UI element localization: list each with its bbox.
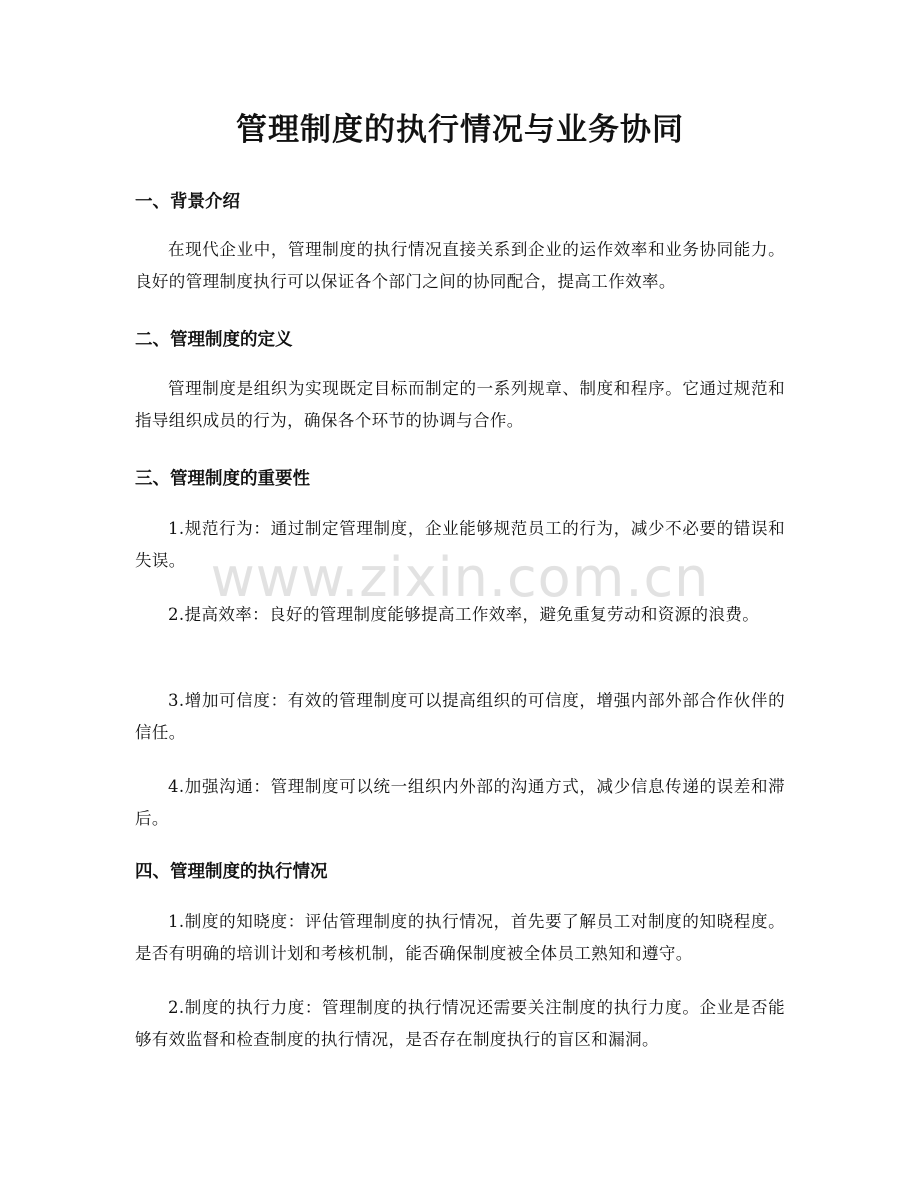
paragraph-definition: 管理制度是组织为实现既定目标而制定的一系列规章、制度和程序。它通过规范和指导组织成员的行为，确保各个环节的协调与合作。 <box>135 379 785 430</box>
paragraph-importance-4: 4.加强沟通：管理制度可以统一组织内外部的沟通方式，减少信息传递的误差和滞后。 <box>135 777 785 828</box>
section-heading-importance: 三、管理制度的重要性 <box>135 469 310 489</box>
paragraph-execution-2: 2.制度的执行力度：管理制度的执行情况还需要关注制度的执行力度。企业是否能够有效监督和检查制度的执行情况，是否存在制度执行的盲区和漏洞。 <box>135 998 785 1049</box>
paragraph-importance-2: 2.提高效率：良好的管理制度能够提高工作效率，避免重复劳动和资源的浪费。 <box>168 605 760 624</box>
paragraph-importance-1: 1.规范行为：通过制定管理制度，企业能够规范员工的行为，减少不必要的错误和失误。 <box>135 519 785 570</box>
paragraph-background: 在现代企业中，管理制度的执行情况直接关系到企业的运作效率和业务协同能力。良好的管理制度执行可以保证各个部门之间的协同配合，提高工作效率。 <box>135 240 785 291</box>
paragraph-importance-3: 3.增加可信度：有效的管理制度可以提高组织的可信度，增强内部外部合作伙伴的信任。 <box>135 691 785 742</box>
page-title: 管理制度的执行情况与业务协同 <box>236 112 684 148</box>
paragraph-execution-1: 1.制度的知晓度：评估管理制度的执行情况，首先要了解员工对制度的知晓程度。是否有明确的培训计划和考核机制，能否确保制度被全体员工熟知和遵守。 <box>135 912 785 963</box>
section-heading-execution: 四、管理制度的执行情况 <box>135 862 328 882</box>
section-heading-definition: 二、管理制度的定义 <box>135 330 293 350</box>
section-heading-background: 一、背景介绍 <box>135 192 240 212</box>
watermark: www.zixin.com.cn <box>210 546 710 609</box>
